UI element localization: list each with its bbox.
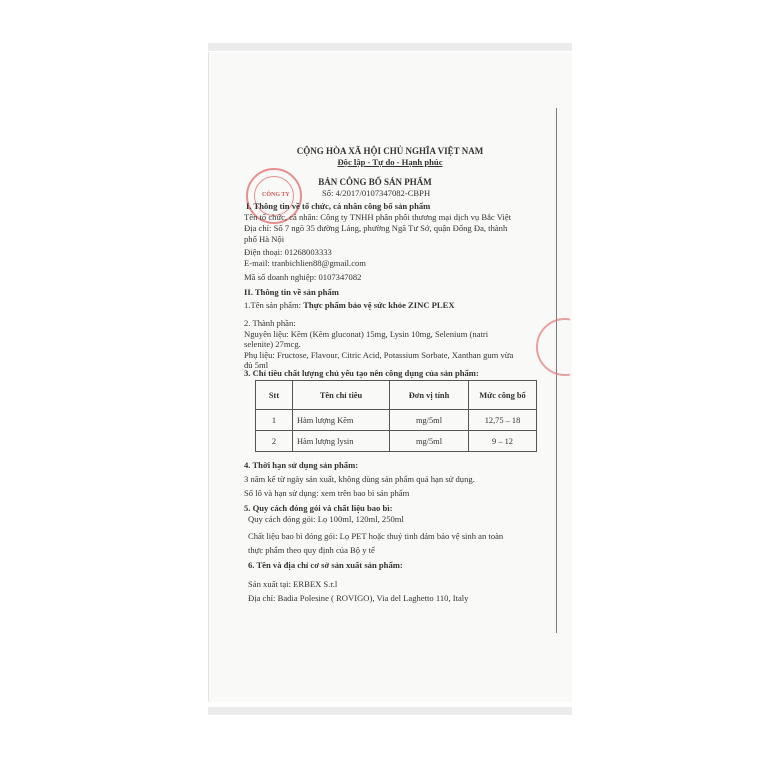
excipients-line-2: đủ 5ml xyxy=(244,360,269,370)
table-header-row xyxy=(256,381,537,410)
product-name-line xyxy=(244,300,455,310)
ingredients-line-1: Nguyên liệu: Kẽm (Kẽm gluconat) 15mg, Lysin 10mg, Selenium (natri xyxy=(244,329,489,339)
nation-header: CỘNG HÒA XÃ HỘI CHỦ NGHĨA VIỆT NAM xyxy=(296,146,484,156)
ingredients-line-2: selenite) 27mcg. xyxy=(244,339,301,349)
excipients-line-1: Phụ liệu: Fructose, Flavour, Citric Acid, Potassium Sorbate, Xanthan gum vừa xyxy=(244,350,514,360)
packaging-spec: Quy cách đóng gói: Lọ 100ml, 120ml, 250ml xyxy=(248,514,404,524)
image-top-margin xyxy=(208,43,572,51)
org-email: E-mail: tranbichlien88@gmail.com xyxy=(244,258,366,268)
section-3-heading: 3. Chỉ tiêu chất lượng chủ yếu tạo nên công dụng của sản phẩm: xyxy=(244,368,479,378)
shelf-life-line: 3 năm kể từ ngày sản xuất, không dùng sản phẩm quá hạn sử dụng. xyxy=(244,474,475,484)
org-address-line-2: phố Hà Nội xyxy=(244,234,285,244)
section-1-heading: I. Thông tin về tổ chức, cá nhân công bố sản phẩm xyxy=(246,201,431,211)
document-number: Số: 4/2017/0107347082-CBPH xyxy=(322,188,431,198)
quality-spec-table xyxy=(255,380,537,452)
cell-unit: mg/5ml xyxy=(390,431,469,452)
org-name: Tên tổ chức, cá nhân: Công ty TNHH phân phối thương mại dịch vụ Bắc Việt xyxy=(244,212,511,222)
ingredients-heading: 2. Thành phần: xyxy=(244,318,296,328)
col-header-level: Mức công bố xyxy=(469,381,537,410)
cell-level: 9 – 12 xyxy=(469,431,537,452)
motto: Độc lập - Tự do - Hạnh phúc xyxy=(337,157,443,167)
manufacturer-name: Sản xuất tại: ERBEX S.r.l xyxy=(248,579,338,589)
cell-stt: 1 xyxy=(256,410,293,431)
table-row xyxy=(256,410,537,431)
col-header-criterion: Tên chỉ tiêu xyxy=(293,381,390,410)
document-title: BẢN CÔNG BỐ SẢN PHẨM xyxy=(318,177,432,187)
edge-seal-stamp xyxy=(536,318,570,376)
section-5-heading: 5. Quy cách đóng gói và chất liệu bao bì: xyxy=(244,503,393,513)
org-phone: Điện thoại: 01268003333 xyxy=(244,247,332,257)
lot-expiry-line: Số lô và hạn sử dụng: xem trên bao bì sản phẩm xyxy=(244,488,410,498)
col-header-unit: Đơn vị tính xyxy=(390,381,469,410)
section-2-heading: II. Thông tin về sản phẩm xyxy=(244,287,339,297)
cell-criterion: Hàm lượng lysin xyxy=(293,431,390,452)
product-name-label: 1.Tên sản phẩm: xyxy=(244,300,304,310)
cell-stt: 2 xyxy=(256,431,293,452)
product-name: Thực phẩm bảo vệ sức khỏe ZINC PLEX xyxy=(303,300,455,310)
image-bottom-margin xyxy=(208,707,572,715)
table-row xyxy=(256,431,537,452)
cell-criterion: Hàm lượng Kẽm xyxy=(293,410,390,431)
manufacturer-address: Địa chỉ: Badia Polesine ( ROVIGO), Via del Laghetto 110, Italy xyxy=(248,593,469,603)
packaging-material-line-2: thực phẩm theo quy định của Bộ y tế xyxy=(248,545,375,555)
cell-level: 12,75 – 18 xyxy=(469,410,537,431)
packaging-material-line-1: Chất liệu bao bì đóng gói: Lọ PET hoặc thuỷ tinh đảm bảo vệ sinh an toàn xyxy=(248,531,504,541)
company-seal-text: CÔNG TY xyxy=(262,192,290,198)
org-address-line-1: Địa chỉ: Số 7 ngõ 35 đường Láng, phường Ngã Tư Sở, quận Đống Đa, thành xyxy=(244,223,508,233)
section-4-heading: 4. Thời hạn sử dụng sản phẩm: xyxy=(244,460,359,470)
section-6-heading: 6. Tên và địa chỉ cơ sở sản xuất sản phẩm: xyxy=(248,560,403,570)
col-header-stt: Stt xyxy=(256,381,293,410)
cell-unit: mg/5ml xyxy=(390,410,469,431)
org-tax-code: Mã số doanh nghiệp: 0107347082 xyxy=(244,272,362,282)
